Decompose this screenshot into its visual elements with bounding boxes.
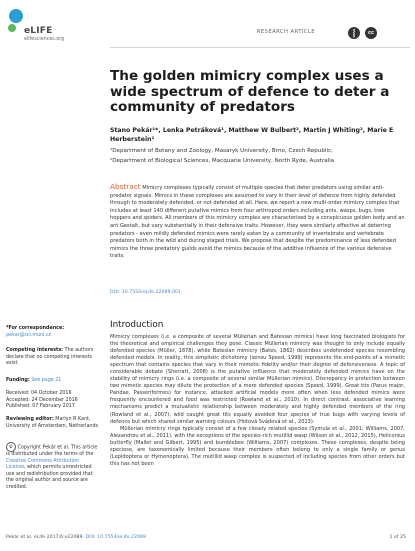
intro-paragraph-1: Mimicry complexes (i.e. a composite of several Müllerian and Batesian mimics) have long fascinated biologists for the theoretical and empirical challenges they pose. Classic Müllerian mimicry was thought to only include equally defended species (Müller, 1878), while Batesian mimicry (Bates, 1862) describes undefended species resembling defended models. In reality, this simplistic dichotomy (sensu Speed, 1999) represents the end-points of a mimetic spectrum that contains species that vary in their mimetic fidelity and/or their degree of defensiveness. A topic of considerable debate (Sherratt, 2008) is the putative influence that moderately defended mimics have on the stability of mimicry rings (i.e. a composite of several similar Müllerian mimics). Discrepancy in protection between two mimetic species may dilute the protection of a more defended species (Speed, 1999). Great tits (Parus major, Paridae, Passeriformes) for instance, attacked artificial models more often when less defended mimics were frequently encountered and food was restricted (Rowland et al., 2010). In direct contrast, associative learning mechanisms predict a mutualistic relationship between moderately and highly defended members of the ring (Rowland et al., 2007): wild caught great tits equally avoided four species of true bugs with varying levels of defence but which shared similar warning colours (Hotová Svádová et al., 2013). [110, 334, 405, 425]
editor-label: Reviewing editor: [6, 417, 54, 422]
copyright-icon: © [6, 442, 16, 452]
footer-doi-link[interactable]: DOI: 10.7554/eLife.22089 [85, 535, 146, 540]
editor-value: Marlyn R Kant, University of Amsterdam, Netherlands [6, 417, 98, 429]
cc-license-link[interactable]: Creative Commons Attribution License [6, 458, 79, 471]
reviewing-editor [6, 417, 98, 430]
affiliation-1: ¹Department of Botany and Zoology, Masaryk University, Brno, Czech Republic; [110, 148, 333, 154]
correspondence [6, 326, 98, 339]
abstract-text: Mimicry complexes typically consist of multiple species that deter predators using similar anti-predator signals. Mimics in these complexes are assumed to vary in their level of defence from highly defended through to moderately defended, or not defended at all. Here, we report a new multi-order mimicry complex that includes at least 140 different putative mimics from four arthropod orders including ants, wasps, bugs, tree hoppers and spiders. All members of this mimicry complex are characterised by a conspicuous golden body and an ant Gestalt, but vary substantially in their defensive traits. However, they were similarly effective at deterring predators - even mildly defended mimics were rarely eaten by a community of invertebrate and vertebrate predators both in the wild and during staged trials. We propose that despite the predominance of less defended mimics the three predatory guilds avoid the mimics because of the additive influence of the various defensive traits. [110, 185, 405, 260]
logo-wordmark: eLIFE [24, 26, 53, 36]
abstract [110, 183, 405, 261]
affiliation-2: ²Department of Biological Sciences, Macquarie University, North Ryde, Australia [110, 157, 335, 164]
introduction-body [110, 334, 405, 468]
page-number: 1 of 25 [389, 535, 406, 540]
dates [6, 391, 98, 411]
copyright-text-a: Copyright Pekár et al. This article is distributed under the terms of the [6, 445, 98, 458]
funding-label: Funding: [6, 378, 30, 383]
affiliations [110, 147, 405, 166]
correspondence-label: *For correspondence: [6, 326, 65, 331]
introduction-heading: Introduction [110, 320, 164, 330]
competing-value: The authors declare that no competing interests exist. [6, 348, 94, 367]
published-date: Published: 07 February 2017 [6, 404, 75, 410]
header-divider [110, 47, 410, 48]
received-date: Received: 04 October 2016 [6, 391, 72, 396]
correspondence-email-link[interactable]: pekar@sci.muni.cz [6, 332, 52, 338]
citation-text: Pekár et al. eLife 2017;6:e22089. [6, 535, 86, 540]
abstract-label: Abstract [110, 182, 141, 191]
article-title: The golden mimicry complex uses a wide spectrum of defence to deter a community of predators [110, 68, 390, 115]
funding-link[interactable]: See page 21 [29, 378, 62, 383]
intro-paragraph-2: Müllerian mimicry rings typically consist of a few closely related species (Symula et al., 2001; Williams, 2007, Alexandrou et al., 2011), with the exceptions of the species-rich mutillid wasp (Wilson et al., 2012, 2015), Heliconius butterfly (Mallet and Gilbert, 1995) and bumblebee (Williams, 2007) complexes. These complexes, despite being speciose, are taxonomically limited because their members often belong to only a single family or genus (Lepidoptera or Hymenoptera). The mutillid wasp complex is suspected of including species from other orders but this has not been [110, 425, 405, 467]
open-access-icon[interactable]: ⸾ [348, 27, 360, 39]
competing-label: Competing interests: [6, 348, 64, 353]
competing-interests [6, 348, 98, 368]
article-type: RESEARCH ARTICLE [256, 29, 315, 35]
logo-graphic-icon [6, 8, 26, 48]
funding [6, 378, 98, 385]
copyright [6, 442, 98, 492]
elife-logo[interactable] [6, 8, 116, 58]
logo-site: elifesciences.org [24, 37, 65, 42]
cc-icon[interactable]: cc [365, 27, 377, 39]
accepted-date: Accepted: 24 December 2016 [6, 397, 78, 403]
author-list[interactable]: Stano Pekár¹*, Lenka Petráková¹, Matthew W Bulbert², Martin J Whiting², Marie E Herberstein² [110, 127, 394, 143]
abstract-doi-link[interactable]: DOI: 10.7554/eLife.22089.001 [110, 290, 181, 295]
copyright-text-b: , which permits unrestricted use and redistribution provided that the original author and source are credited. [6, 465, 93, 491]
footer-citation [6, 535, 146, 540]
